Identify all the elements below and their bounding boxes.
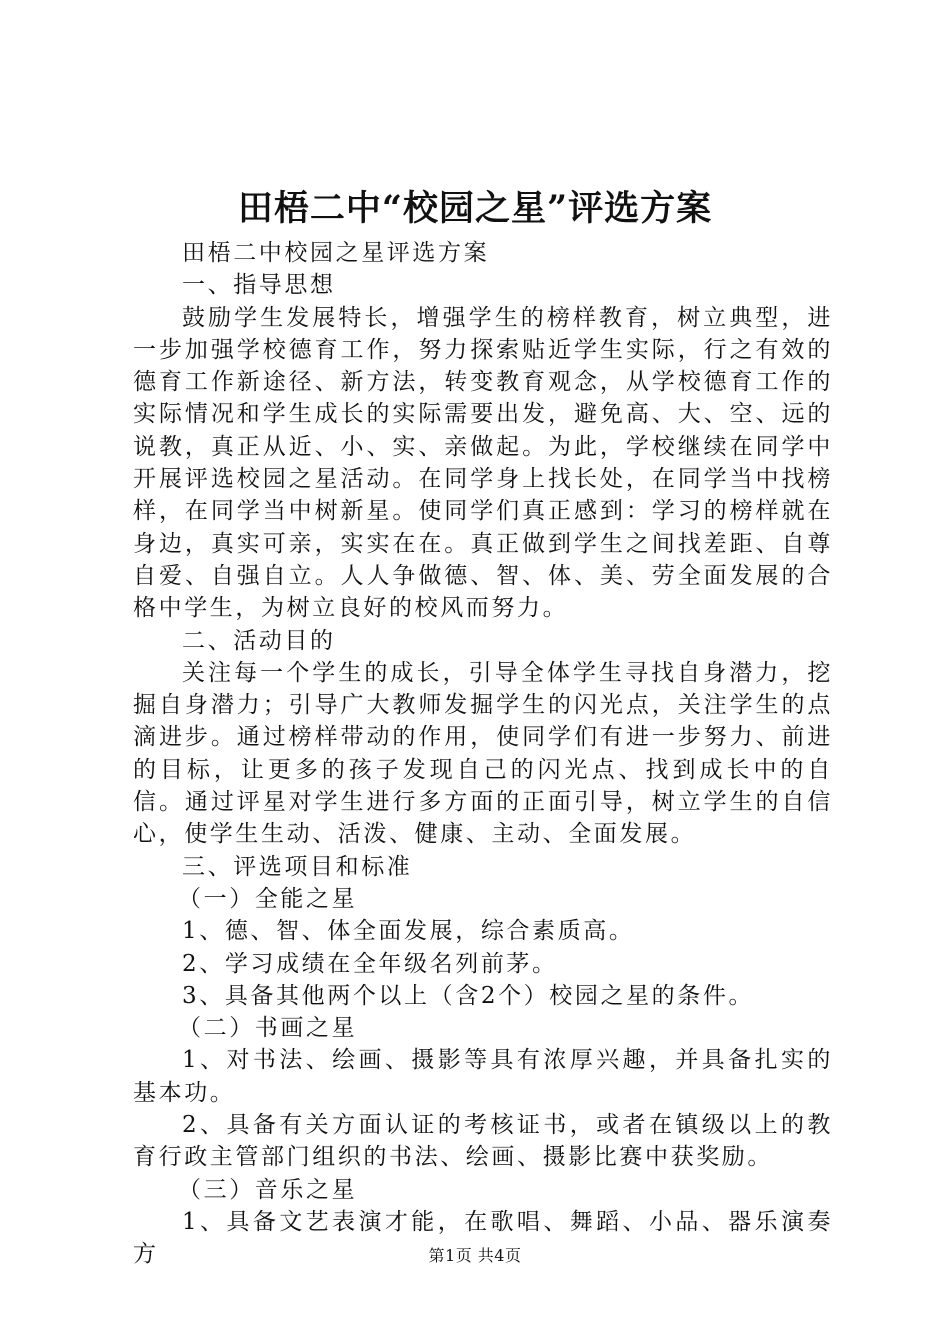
subheading-calligraphy-star: （二）书画之星 (178, 1015, 358, 1042)
list-item: 2、具备有关方面认证的考核证书，或者在镇级以上的教育行政主管部门组织的书法、绘画、摄影比赛中获奖励。 (133, 1112, 833, 1171)
subtitle: 田梧二中校园之星评选方案 (182, 240, 490, 266)
page-number: 第1页 共4页 (428, 1246, 522, 1265)
paragraph-guiding-thought: 鼓励学生发展特长，增强学生的榜样教育，树立典型，进一步加强学校德育工作，努力探索贴近学生实际，行之有效的德育工作新途径、新方法，转变教育观念，从学校德育工作的实际情况和学生成长的实际需要出发，避免高、大、空、远的说教，真正从近、小、实、亲做起。为此，学校继续在同学中开展评选校园之星活动。在同学身上找长处，在同学当中找榜样，在同学当中树新星。使同学们真正感到：学习的榜样就在身边，真实可亲，实实在在。真正做到学生之间找差距、自尊自爱、自强自立。人人争做德、智、体、美、劳全面发展的合格中学生，为树立良好的校风而努力。 (133, 304, 833, 622)
list-item: 2、学习成绩在全年级名列前茅。 (182, 950, 558, 977)
section-heading-selection-items: 三、评选项目和标准 (182, 853, 413, 880)
subheading-music-star: （三）音乐之星 (178, 1176, 358, 1203)
document-body (133, 237, 833, 1271)
document-title: 田梧二中“校园之星”评选方案 (237, 188, 713, 229)
list-item: 1、具备文艺表演才能，在歌唱、舞蹈、小品、器乐演奏方 (133, 1208, 833, 1268)
list-item: 1、对书法、绘画、摄影等具有浓厚兴趣，并具备扎实的基本功。 (133, 1047, 833, 1106)
list-item: 3、具备其他两个以上（含2个）校园之星的条件。 (182, 982, 755, 1009)
section-heading-guiding-thought: 一、指导思想 (182, 272, 336, 299)
list-item: 1、德、智、体全面发展，综合素质高。 (182, 918, 635, 945)
paragraph-activity-purpose: 关注每一个学生的成长，引导全体学生寻找自身潜力，挖掘自身潜力；引导广大教师发掘学生的闪光点，关注学生的点滴进步。通过榜样带动的作用，使同学们有进一步努力、前进的目标，让更多的孩子发现自己的闪光点、找到成长中的自信。通过评星对学生进行多方面的正面引导，树立学生的自信心，使学生生动、活泼、健康、主动、全面发展。 (133, 659, 833, 848)
section-heading-activity-purpose: 二、活动目的 (182, 627, 336, 654)
subheading-all-round-star: （一）全能之星 (178, 885, 358, 912)
